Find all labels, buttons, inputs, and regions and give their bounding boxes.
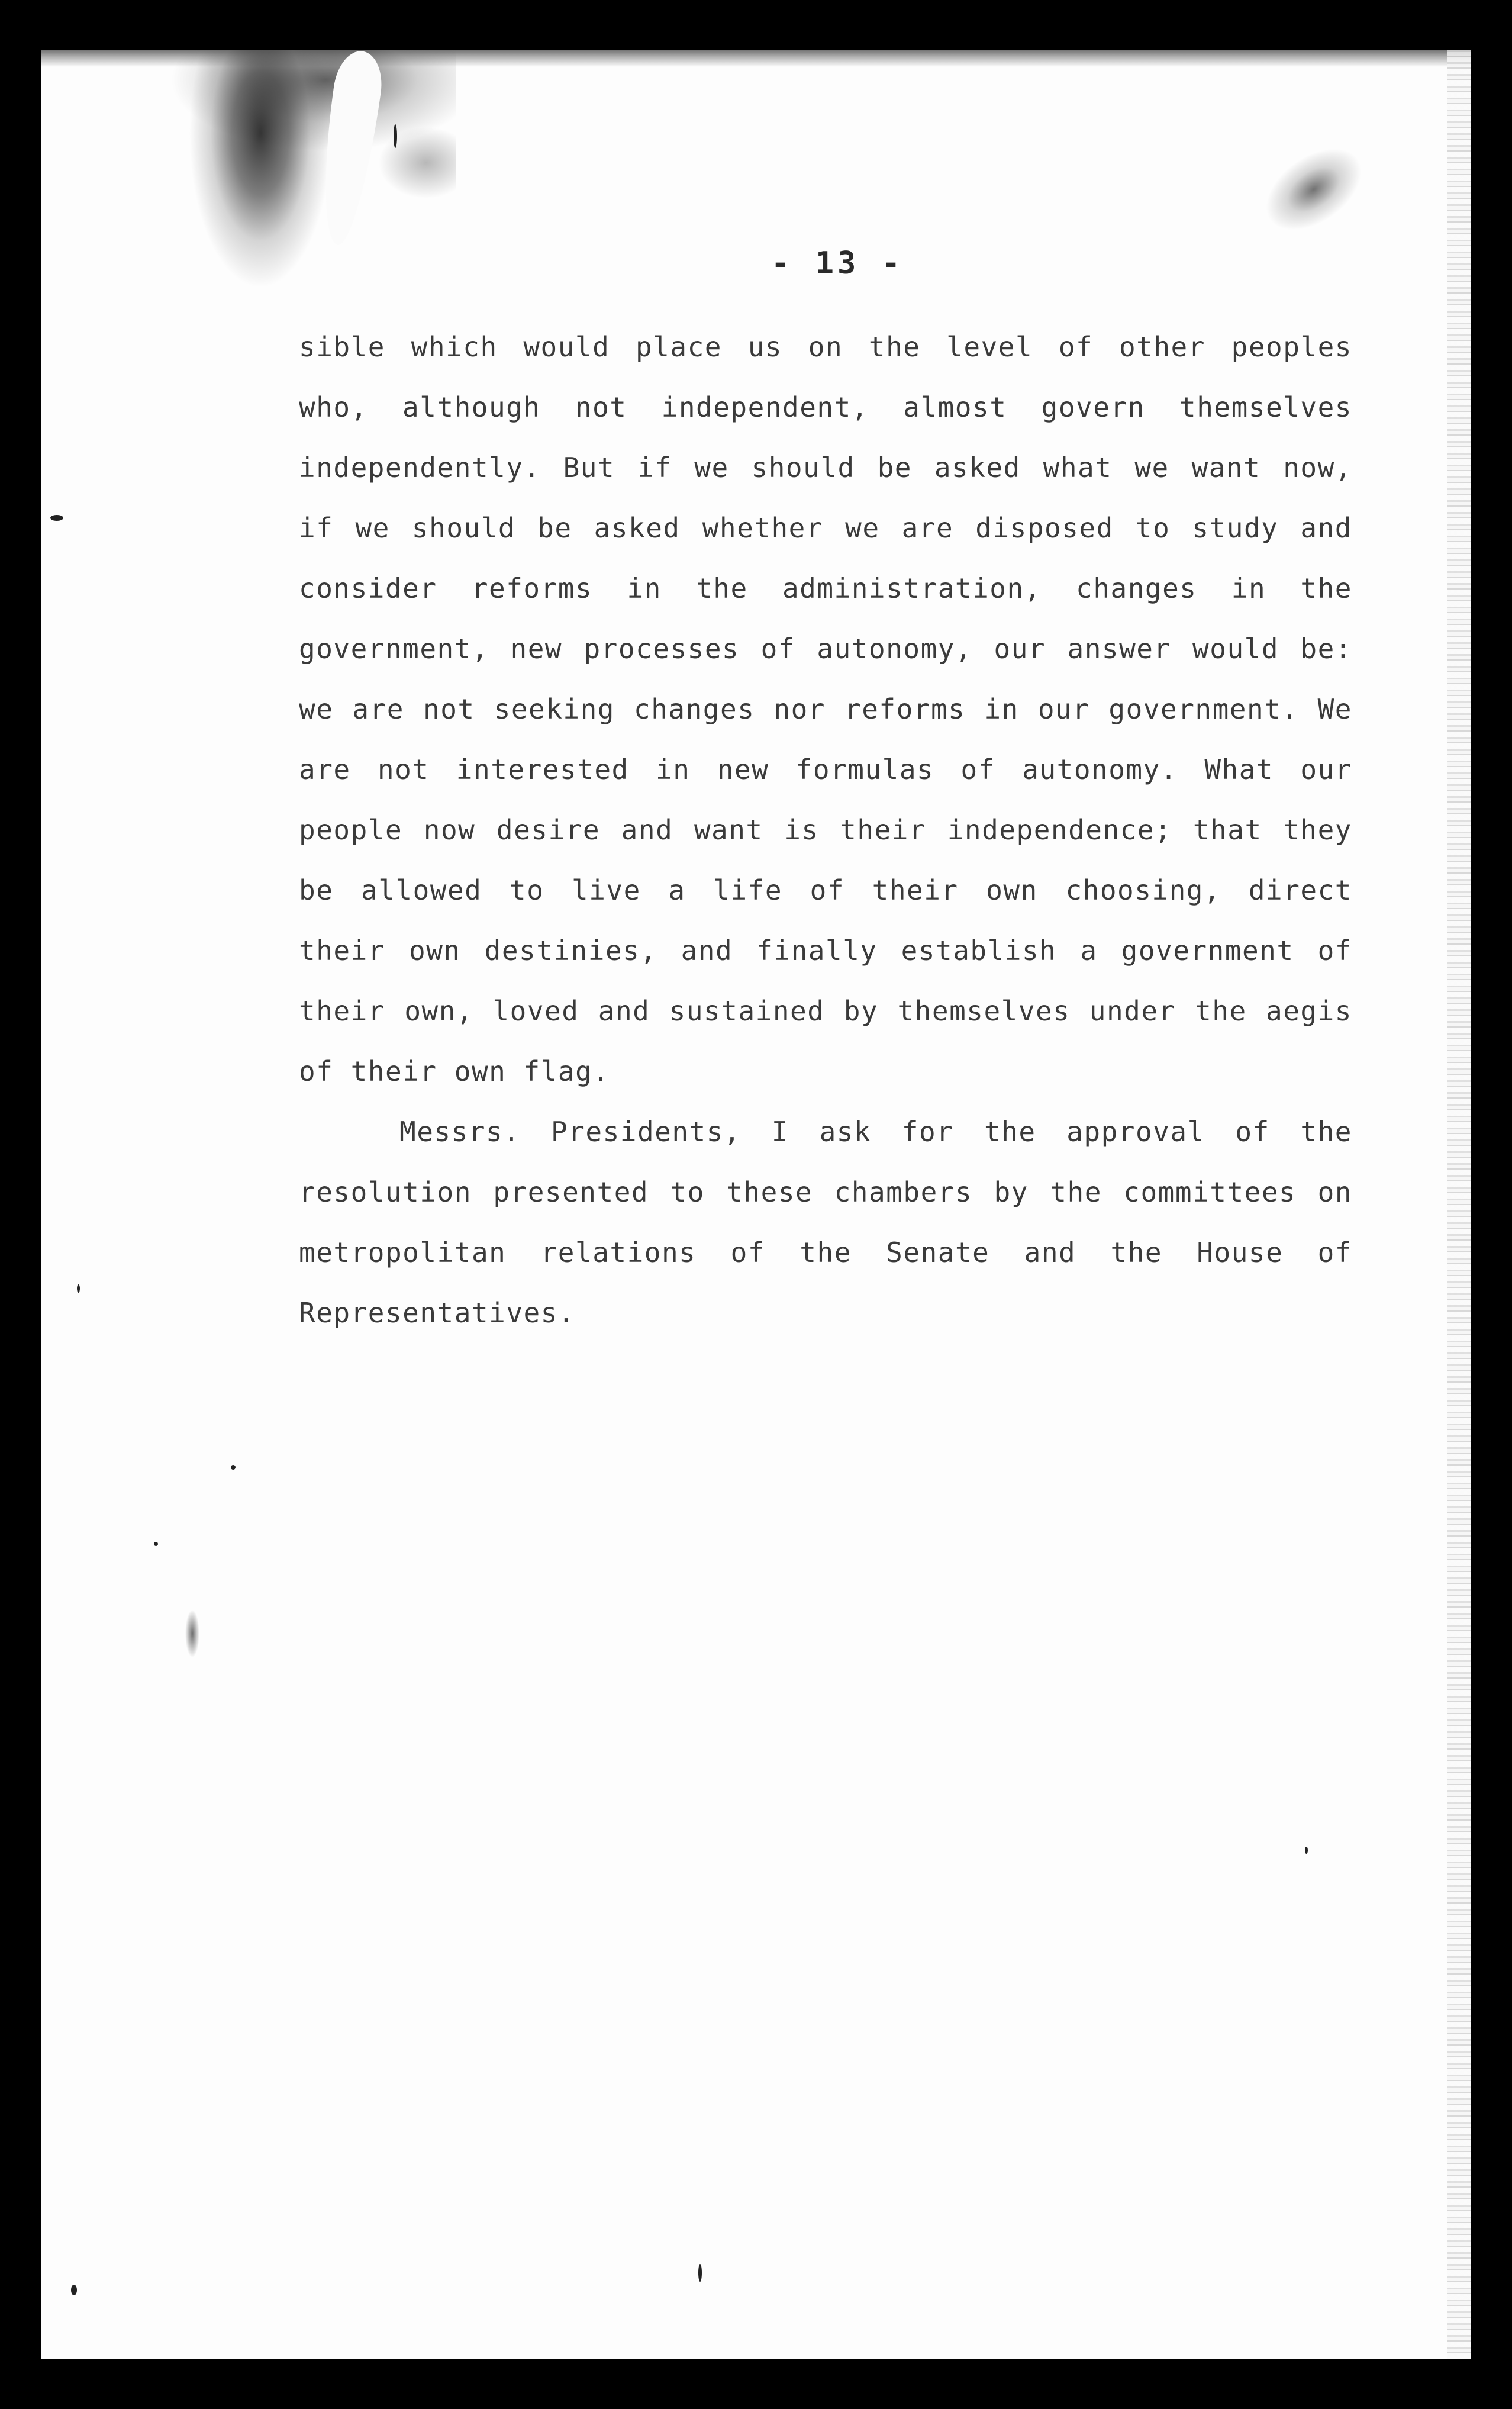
speck bbox=[77, 1284, 80, 1293]
document-page bbox=[41, 50, 1471, 2359]
speck bbox=[50, 515, 63, 521]
paragraph-2: Messrs. Presidents, I ask for the approval of the resolution presented to these chambers by the committees on metropolitan relations of the Senate and the House of Representatives. bbox=[299, 1116, 1352, 1329]
stain-highlight bbox=[312, 50, 386, 248]
paragraph-1: sible which would place us on the level of other peoples who, although not independent, almost govern themselves independently. But if we should be asked what we want now, if we should be asked whether we are disposed to study and consider reforms in the administration, changes in the government, new processes of autonomy, our answer would be: we are not seeking changes nor reforms in our government. We are not interested in new formulas of autonomy. What our people now desire and want is their independence; that they be allowed to live a life of their own choosing, direct their own destinies, and finally establish a government of their own, loved and sustained by themselves under the aegis of their own flag. bbox=[299, 331, 1352, 1087]
speck bbox=[1305, 1847, 1308, 1854]
ink-smudge-top-right bbox=[1240, 119, 1388, 260]
ink-smudge-left bbox=[180, 1607, 204, 1660]
speck bbox=[698, 2264, 702, 2282]
document-body bbox=[299, 246, 1352, 1343]
speck bbox=[154, 1542, 158, 1546]
speck bbox=[394, 124, 397, 148]
speck bbox=[231, 1465, 236, 1470]
page-number: - 13 - bbox=[771, 246, 904, 281]
speck bbox=[71, 2285, 77, 2295]
page-right-edge bbox=[1447, 50, 1471, 2359]
